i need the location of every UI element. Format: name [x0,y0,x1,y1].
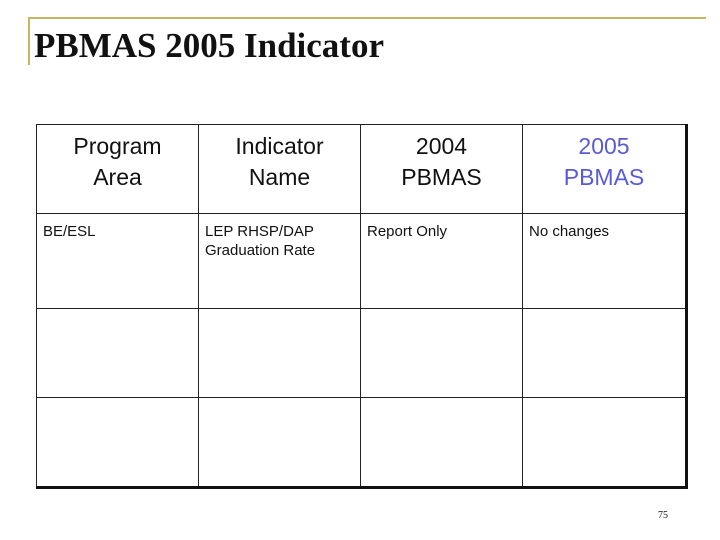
header-indicator-name-line2: Name [248,164,311,190]
cell-indicator-name [199,214,361,309]
empty-cell [361,309,523,398]
empty-cell [37,309,199,398]
empty-cell [361,398,523,488]
cell-indicator-name-line2: Graduation Rate [205,242,316,259]
header-2004-pbmas-line2: PBMAS [401,164,482,190]
header-program-area-line2: Area [93,164,142,190]
header-2004-pbmas [361,125,523,214]
empty-cell [199,309,361,398]
empty-cell [37,398,199,488]
empty-cell [523,398,687,488]
header-program-area-line1: Program [73,133,162,159]
header-2005-pbmas-line2: PBMAS [563,164,645,190]
cell-indicator-name-line1: LEP RHSP/DAP [205,223,314,240]
table-row [37,214,687,309]
header-2005-pbmas-line1: 2005 [578,133,630,159]
empty-cell [199,398,361,488]
header-2005-pbmas [523,125,687,214]
table-row-empty [37,309,687,398]
indicator-table [36,124,688,489]
header-program-area [37,125,199,214]
slide-frame-left-line [28,17,30,65]
slide-title: PBMAS 2005 Indicator [34,26,384,65]
table-header-row [37,125,687,214]
cell-pbmas-2005: No changes [523,214,687,309]
slide-frame-top-line [28,17,706,19]
cell-pbmas-2004: Report Only [361,214,523,309]
table-row-empty [37,398,687,488]
empty-cell [523,309,687,398]
page-number: 75 [658,510,668,521]
header-indicator-name [199,125,361,214]
header-indicator-name-line1: Indicator [235,133,324,159]
cell-program-area: BE/ESL [37,214,199,309]
header-2004-pbmas-line1: 2004 [415,133,468,159]
